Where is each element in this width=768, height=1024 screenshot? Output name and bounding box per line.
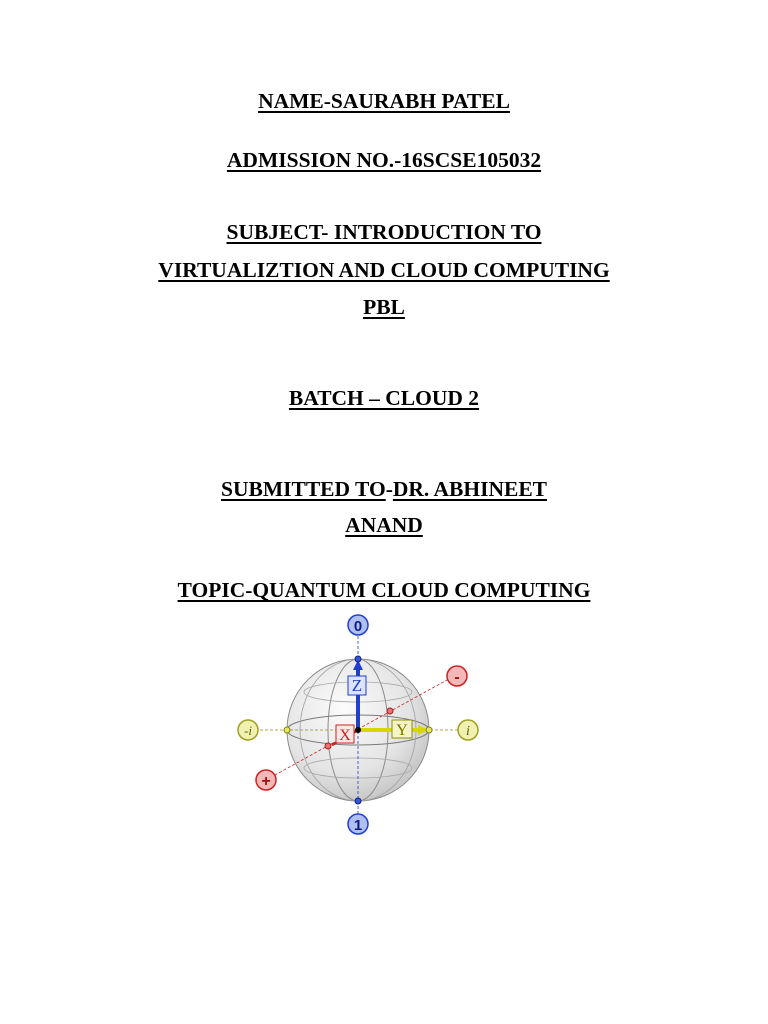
topic-text: TOPIC-QUANTUM CLOUD COMPUTING (177, 578, 591, 602)
z-point-top (355, 656, 361, 662)
submitted-to-line-2 (0, 512, 768, 538)
batch-text: BATCH – CLOUD 2 (288, 386, 480, 410)
y-point-right (426, 727, 432, 733)
ket-plus-label: + (261, 773, 271, 790)
subject-text-3: PBL (363, 295, 405, 319)
y-tag-label: Y (396, 722, 408, 739)
submitted-to-line (0, 476, 768, 502)
name-line (0, 88, 768, 114)
x-point-far (387, 708, 393, 714)
name-text: NAME-SAURABH PATEL (258, 89, 510, 113)
ket-one-label: 1 (353, 817, 363, 834)
x-point-near (325, 743, 331, 749)
subject-line-2 (0, 257, 768, 283)
submitted-to-name-2: ANAND (345, 513, 423, 537)
bloch-sphere-figure (230, 612, 480, 838)
subject-line-1 (0, 219, 768, 245)
x-tag-label: X (339, 727, 351, 744)
submitted-to-separator: - (385, 477, 393, 501)
topic-line (0, 577, 768, 603)
submitted-to-label: SUBMITTED TO (221, 477, 386, 501)
ket-minus-i-label: -i (244, 723, 252, 738)
submitted-to-name: DR. ABHINEET (392, 477, 547, 501)
admission-line (0, 147, 768, 173)
subject-text-2: VIRTUALIZTION AND CLOUD COMPUTING (158, 258, 610, 282)
subject-line-3 (0, 294, 768, 320)
y-point-left (284, 727, 290, 733)
ket-zero-label: 0 (353, 618, 363, 635)
sphere-origin (355, 727, 361, 733)
ket-minus-label: - (454, 669, 460, 686)
admission-text: ADMISSION NO.-16SCSE105032 (226, 148, 542, 172)
z-tag-label: Z (351, 676, 363, 695)
subject-text-1: SUBJECT- INTRODUCTION TO (226, 220, 542, 244)
z-point-bottom (355, 798, 361, 804)
batch-line (0, 385, 768, 411)
ket-i-label: i (466, 724, 470, 739)
